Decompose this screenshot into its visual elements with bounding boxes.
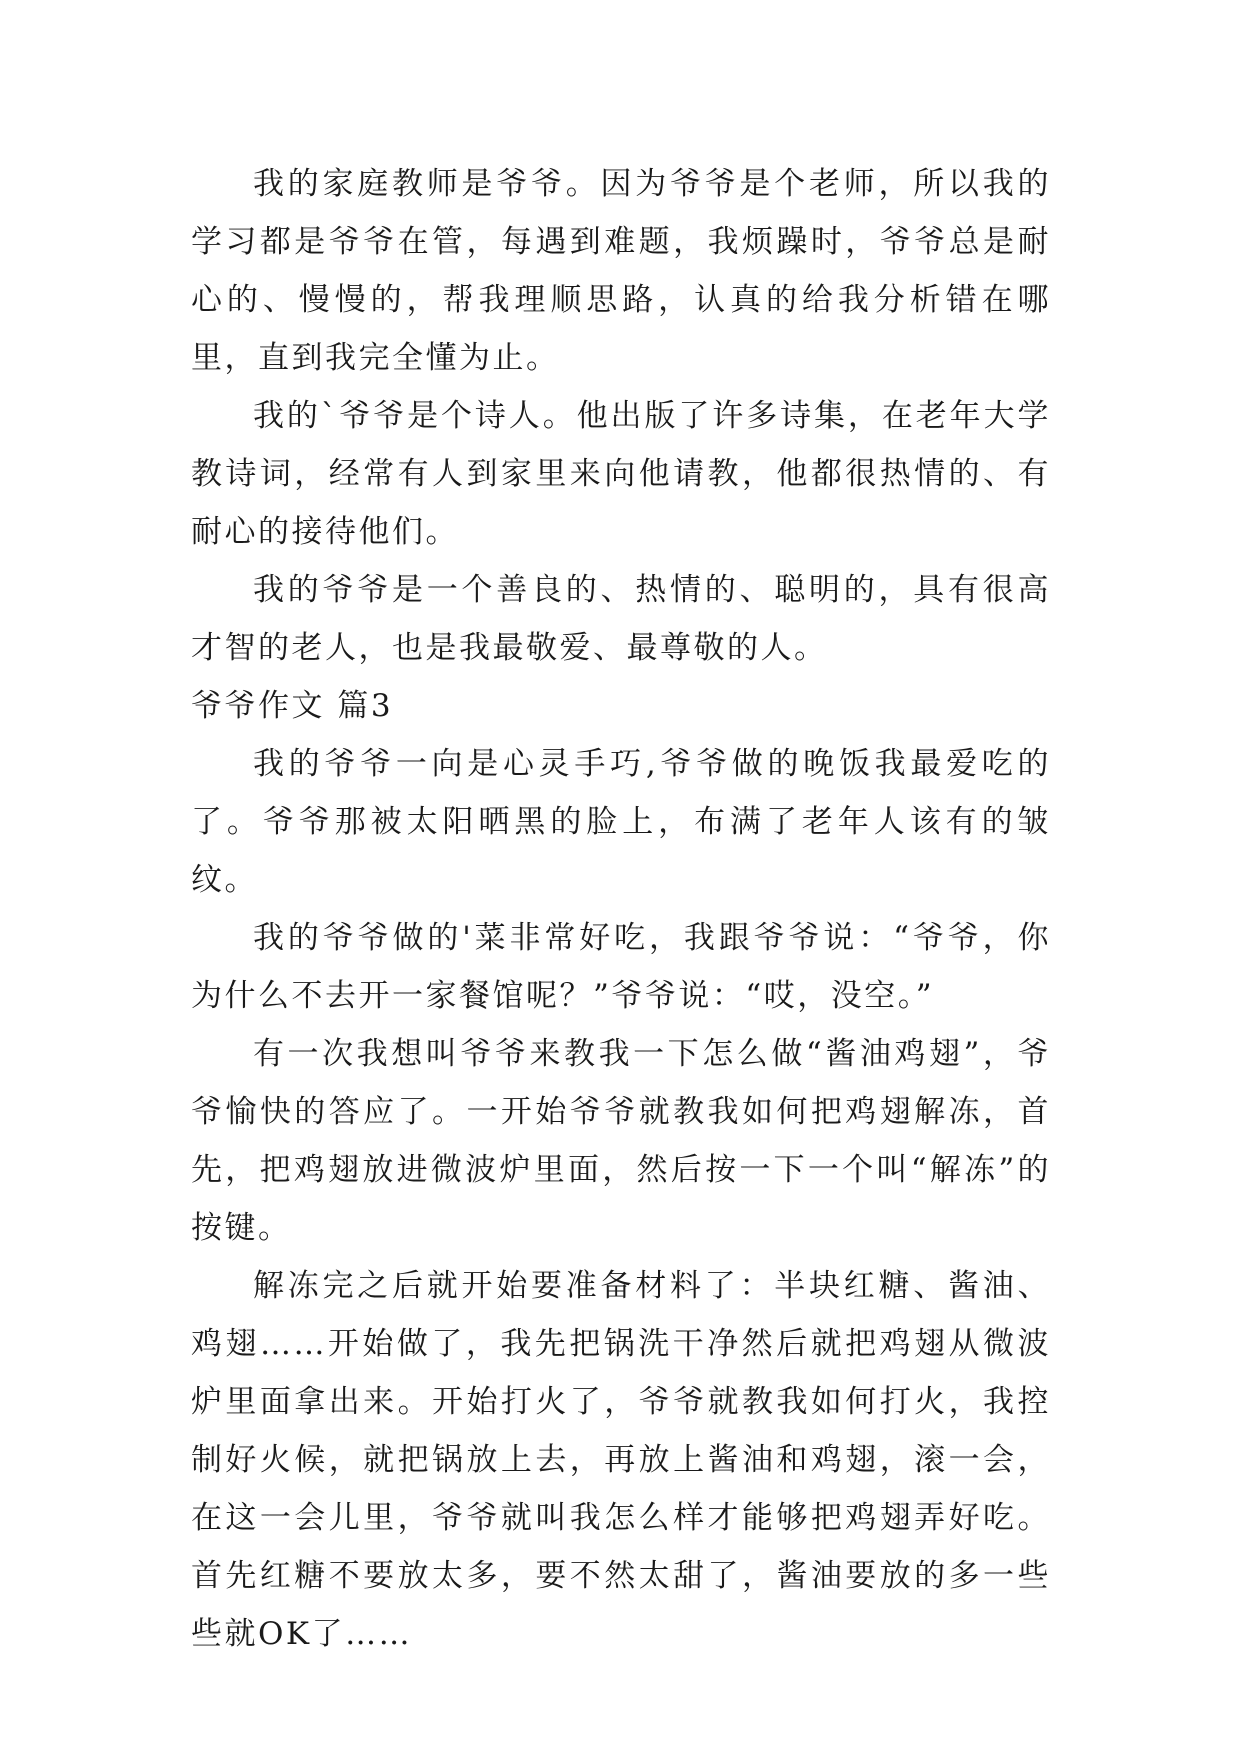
paragraph: 我的爷爷做的'菜非常好吃，我跟爷爷说：“爷爷，你为什么不去开一家餐馆呢？”爷爷说：“哎，没空。” (191, 920, 1051, 1014)
paragraph: 有一次我想叫爷爷来教我一下怎么做“酱油鸡翅”，爷爷愉快的答应了。一开始爷爷就教我如何把鸡翅解冻，首先，把鸡翅放进微波炉里面，然后按一下一个叫“解冻”的按键。 (191, 1036, 1051, 1246)
paragraph: 我的家庭教师是爷爷。因为爷爷是个老师，所以我的学习都是爷爷在管，每遇到难题，我烦躁时，爷爷总是耐心的、慢慢的，帮我理顺思路，认真的给我分析错在哪里，直到我完全懂为止。 (191, 166, 1051, 376)
paragraph: 我的爷爷是一个善良的、热情的、聪明的，具有很高才智的老人，也是我最敬爱、最尊敬的人。 (191, 572, 1051, 666)
paragraph: 解冻完之后就开始要准备材料了：半块红糖、酱油、鸡翅……开始做了，我先把锅洗干净然后就把鸡翅从微波炉里面拿出来。开始打火了，爷爷就教我如何打火，我控制好火候，就把锅放上去，再放上酱油和鸡翅，滚一会，在这一会儿里，爷爷就叫我怎么样才能够把鸡翅弄好吃。首先红糖不要放太多，要不然太甜了，酱油要放的多一些些就OK了…… (191, 1268, 1051, 1652)
document-body (191, 155, 1051, 1663)
paragraph: 我的爷爷一向是心灵手巧,爷爷做的晚饭我最爱吃的了。爷爷那被太阳晒黑的脸上，布满了老年人该有的皱纹。 (191, 746, 1051, 898)
section-title: 爷爷作文 篇3 (191, 688, 394, 724)
paragraph: 我的`爷爷是个诗人。他出版了许多诗集，在老年大学教诗词，经常有人到家里来向他请教，他都很热情的、有耐心的接待他们。 (191, 398, 1051, 550)
